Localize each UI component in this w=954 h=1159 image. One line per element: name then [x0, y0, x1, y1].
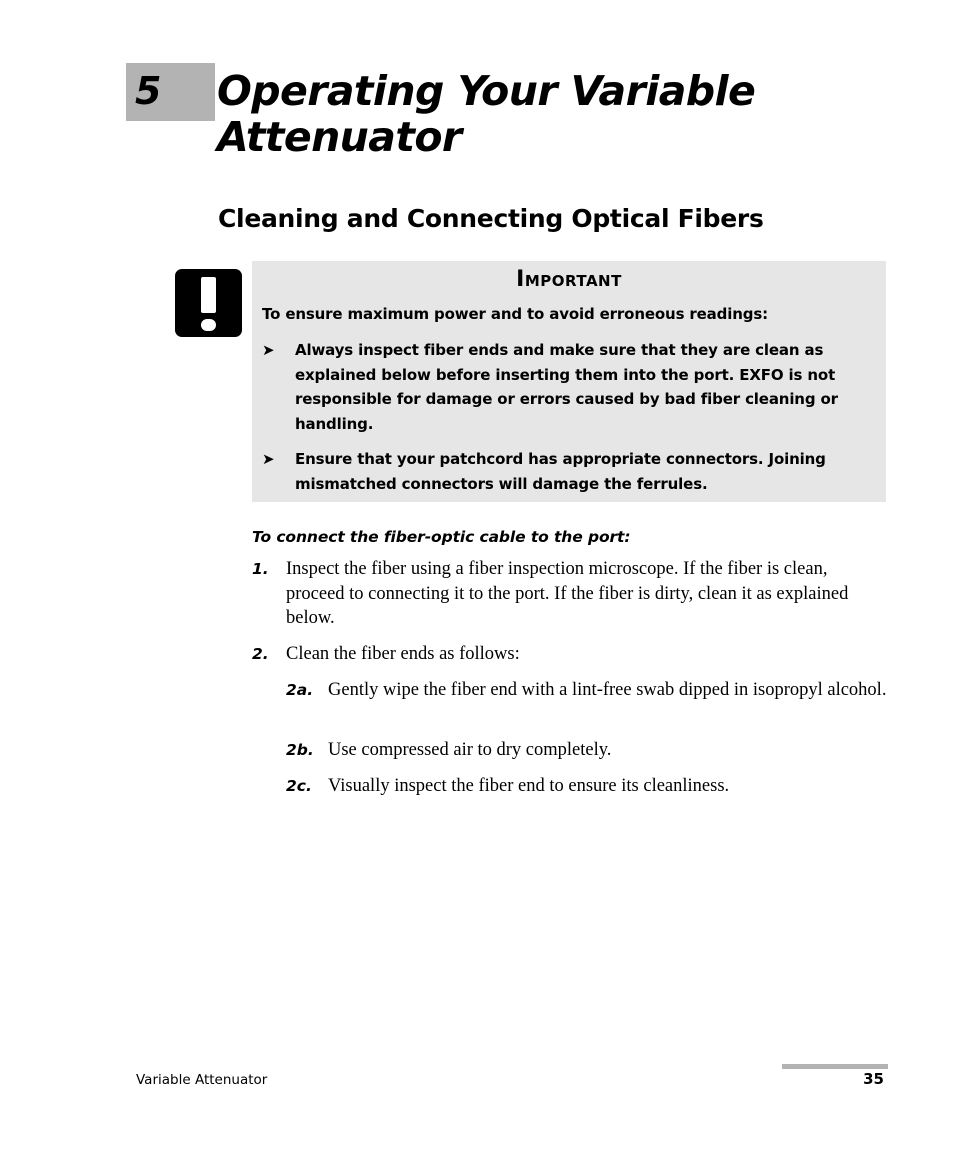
section-title: Cleaning and Connecting Optical Fibers	[218, 204, 764, 233]
substep-text: Use compressed air to dry completely.	[328, 740, 612, 760]
chapter-number: 5	[135, 69, 162, 113]
step-text: Clean the fiber ends as follows:	[286, 644, 520, 664]
step-number: 2.	[252, 645, 269, 663]
important-intro: To ensure maximum power and to avoid erroneous readings:	[262, 305, 768, 323]
substep-text: Visually inspect the fiber end to ensure its cleanliness.	[328, 776, 730, 796]
substep-number: 2c.	[286, 777, 312, 795]
bullet-arrow-icon: ➤	[262, 450, 275, 468]
exclamation-icon	[175, 269, 242, 337]
footer-product-name: Variable Attenuator	[136, 1072, 268, 1088]
page-number: 35	[863, 1070, 884, 1088]
step-number: 1.	[252, 560, 269, 578]
bullet-arrow-icon: ➤	[262, 341, 275, 359]
important-bullet-text: Ensure that your patchcord has appropriate connectors. Joining mismatched connectors will damage the ferrules.	[295, 450, 826, 493]
substep-text: Gently wipe the fiber end with a lint-free swab dipped in isopropyl alcohol.	[328, 680, 887, 700]
step-text: Inspect the fiber using a fiber inspection microscope. If the fiber is clean, proceed to connecting it to the port. If the fiber is dirty, clean it as explained below.	[286, 559, 849, 628]
important-bullet-text: Always inspect fiber ends and make sure that they are clean as explained below before inserting them into the port. EXFO is not responsible for damage or errors caused by bad fiber cleaning or handling.	[295, 341, 838, 433]
important-heading: Important	[516, 267, 622, 292]
chapter-title: Operating Your Variable Attenuator	[217, 67, 756, 161]
procedure-heading: To connect the fiber-optic cable to the port:	[252, 528, 631, 546]
substep-number: 2a.	[286, 681, 314, 699]
substep-number: 2b.	[286, 741, 314, 759]
important-notice	[252, 261, 886, 502]
